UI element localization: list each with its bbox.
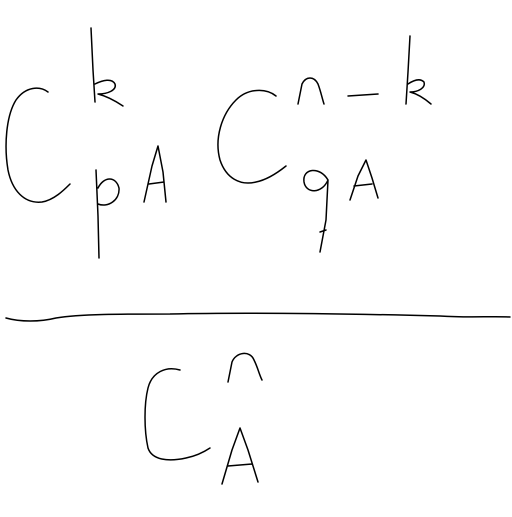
term1-base-c <box>6 88 70 202</box>
term1-sup-k <box>91 28 123 106</box>
term2-sub-q <box>304 170 328 252</box>
term2-sup-k <box>406 36 431 104</box>
term2-base-c <box>218 90 286 183</box>
term2-sub-a <box>350 160 378 200</box>
numerator-term-1 <box>6 28 166 258</box>
denominator-sup-n <box>228 353 262 382</box>
denominator-sub-a <box>222 428 258 484</box>
term2-sup-minus <box>348 94 378 96</box>
denominator-term <box>145 353 262 484</box>
fraction-bar <box>6 313 510 321</box>
numerator-term-2 <box>218 36 431 252</box>
denominator-base-c <box>145 369 210 460</box>
term2-sup-n <box>298 78 324 104</box>
term1-sub-a <box>144 146 166 202</box>
term1-sub-p <box>96 170 119 258</box>
